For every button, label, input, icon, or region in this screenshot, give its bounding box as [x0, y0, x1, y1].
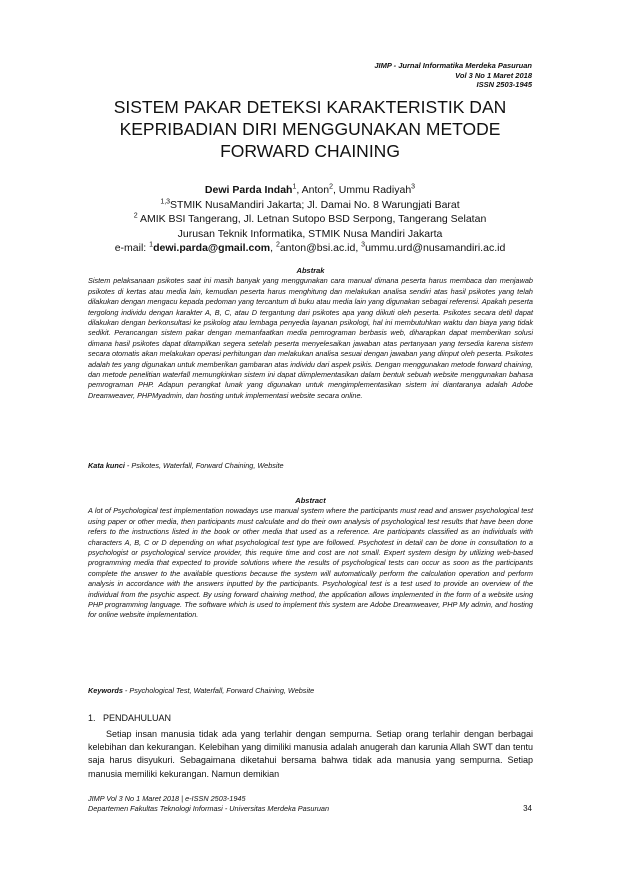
- journal-volume: Vol 3 No 1 Maret 2018: [455, 70, 532, 80]
- abstrak-heading: Abstrak: [296, 266, 325, 275]
- author-3: , Ummu Radiyah: [332, 184, 412, 196]
- affiliation-2: $^2$ AMIK BSI Tangerang, Jl. Letnan Sutopo BSD Serpong, Tangerang Selatan: [133, 212, 487, 225]
- email-1: dewi.parda@gmail.com: [153, 242, 271, 254]
- affiliation-1: $^{1,3}$STMIK NusaMandiri Jakarta; Jl. Damai No. 8 Warungjati Barat: [160, 198, 460, 211]
- paper-title: [60, 96, 560, 162]
- email-2: anton@bsi.ac.id: [279, 242, 356, 254]
- author-names: Dewi Parda Indah$^1$, Anton$^2$, Ummu Radiyah$^3$: [204, 183, 416, 196]
- kata-kunci: Kata kunci - Psikotes, Waterfall, Forward Chaining, Website: [88, 461, 284, 470]
- page-number: 34: [523, 804, 532, 813]
- title-line: KEPRIBADIAN DIRI MENGGUNAKAN METODE: [119, 119, 501, 139]
- abstrak-body: Sistem pelaksanaan psikotes saat ini masih banyak yang menggunakan cara manual dimana peserta harus membaca dan menjawab psikotes di kertas atau media lain, kemudian peserta harus menghitung dan melakukan analisa sendiri atas hasil psikotes yang telah dilakukan dengan mengacu kepada pedoman yang tercantum di buku atau media lain yang digunakan sebagai referensi. Apakah peserta tergolong individu dengan karakter A, B, C, atau D tergantung dari psikotes apa yang diikuti oleh peserta. Psikotes secara detil dapat dilakukan dengan berkonsultasi ke psikolog atau lembaga penyedia layanan psikologi, hal ini membutuhkan waktu dan biaya yang tidak sedikit. Perancangan sistem pakar dengan memanfaatkan media pemrograman berbasis web, diharapkan dapat memberikan solusi dimana hasil psikotes dapat ditampilkan segera setelah peserta menyelesaikan jawaban atas pertanyaan yang tersedia karena sistem secara otomatis akan melakukan operasi perhitungan dan melakukan analisa sesuai dengan jawaban yang diinput oleh peserta. Psikotes adalah tes yang digunakan untuk memberikan gambaran atas individu dari aspek psikis. Dengan menggunakan metode forward chaining, dan metode penelitian waterfall memungkinkan sistem ini dapat diimplementasikan dalam bentuk sebuah website menggunakan bahasa pemrograman PHP. Adapun perangkat lunak yang digunakan untuk mengimplementasikan sistem ini diantaranya adalah Adobe Dreamweaver, PHPMyadmin, dan hosting untuk implementasi website secara online.: [88, 276, 533, 400]
- affiliation-3: Jurusan Teknik Informatika, STMIK Nusa Mandiri Jakarta: [177, 227, 443, 240]
- author-block: [60, 183, 560, 256]
- email-3: ummu.urd@nusamandiri.ac.id: [365, 242, 506, 254]
- abstrak-section: [88, 266, 533, 401]
- email-line: e-mail: $^1$dewi.parda@gmail.com, $^2$anton@bsi.ac.id, $^3$ummu.urd@nusamandiri.ac.id: [114, 241, 506, 254]
- journal-issn: ISSN 2503-1945: [476, 80, 532, 89]
- intro-paragraph: Setiap insan manusia tidak ada yang terlahir dengan sempurna. Setiap orang terlahir dengan berbagai kelebihan dan kekurangan. Kelebihan yang dimiliki manusia adalah anugerah dan karunia Allah SWT dan tentu saja harus disyukuri. Sebagaimana diketahui bersama bahwa tidak ada manusia yang sempurna. Setiap manusia memiliki kekurangan. Namun demikian: [88, 729, 533, 779]
- section-heading-pendahuluan: 1. PENDAHULUAN: [88, 713, 172, 723]
- author-1: Dewi Parda Indah: [204, 184, 293, 196]
- journal-header: [374, 61, 532, 90]
- footer-journal: JIMP Vol 3 No 1 Maret 2018 | e-ISSN 2503-1945: [88, 794, 246, 803]
- abstract-heading: Abstract: [295, 496, 326, 505]
- keywords: Keywords - Psychological Test, Waterfall, Forward Chaining, Website: [88, 686, 315, 695]
- abstract-body: A lot of Psychological test implementation nowadays use manual system where the participants must read and answer psychological test using paper or other media, then participants must calculate and do their own analysis of psychological test results that have been done refers to the instructions listed in the book or other media that used as a reference. Are participants classified as an individuals with characters A, B, C or D depending on what psychological test type are followed. Psychotest in detail can be done in consultation to a psychologist or psychological service provider, this require time and cost are not small. Expert system design by utilizing web-based programming media that expected to provide solutions where the results of psychological tests can occur as soon as the participants complete the answer to the available questions because the system will automatically perform the calculation operation and perform analysis in accordance with the answers inputted by the participants. Psychological test is a test used to provide an overview of the individual from the psychic aspect. By using forward chaining method, the application allows implemented in the form of a website using PHP programming language. The software which is used to implement this system are Adobe Dreamweaver, PHP My admin, and hosting for online website implementation.: [88, 506, 533, 620]
- author-2: , Anton: [296, 184, 330, 196]
- title-line: FORWARD CHAINING: [220, 141, 400, 161]
- abstract-section: [88, 496, 533, 621]
- journal-name: JIMP - Jurnal Informatika Merdeka Pasuruan: [374, 61, 532, 70]
- title-line: SISTEM PAKAR DETEKSI KARAKTERISTIK DAN: [113, 97, 507, 117]
- footer-department: Departemen Fakultas Teknologi Informasi - Universitas Merdeka Pasuruan: [88, 804, 330, 813]
